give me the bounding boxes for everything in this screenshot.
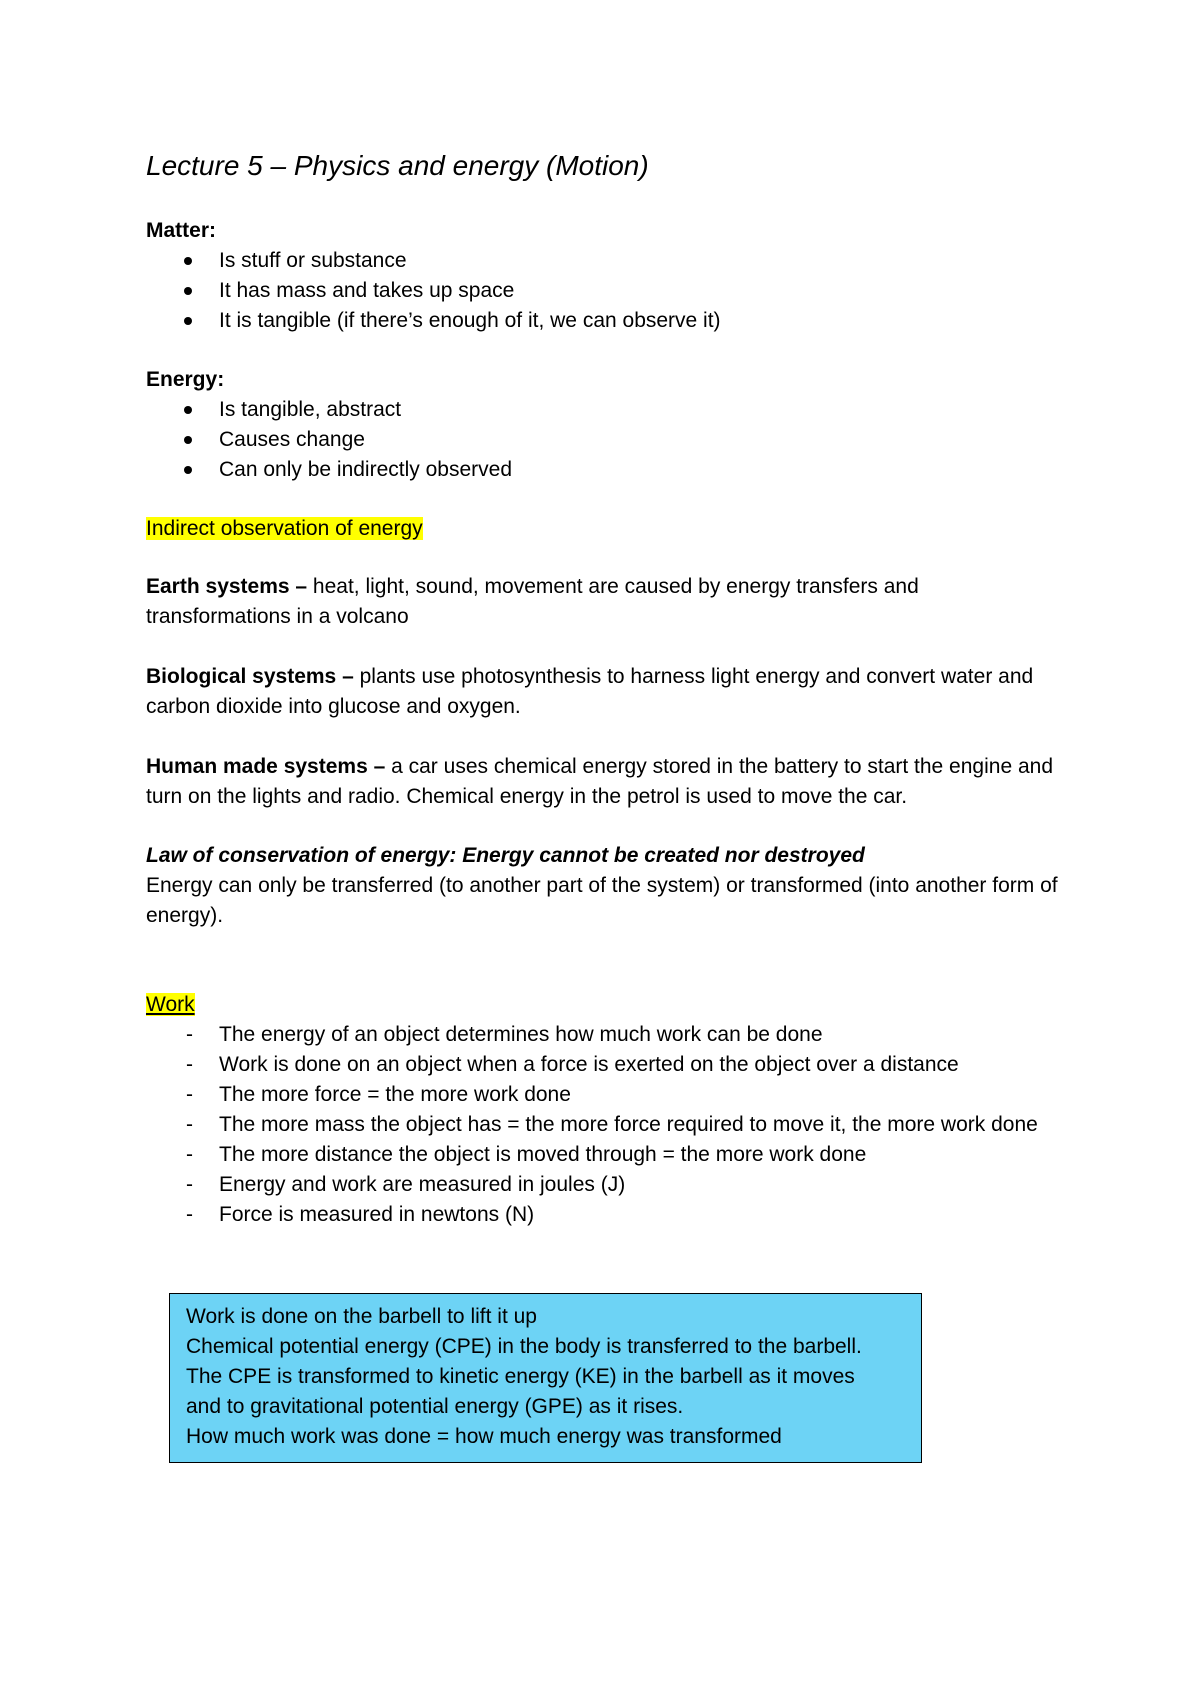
work-list <box>146 1020 1066 1230</box>
list-item: - The more distance the object is moved through = the more work done <box>146 1140 1066 1170</box>
indirect-heading: Indirect observation of energy <box>146 517 423 540</box>
callout-line: How much work was done = how much energy was transformed <box>186 1425 782 1448</box>
human-systems-label: Human made systems – <box>146 755 386 778</box>
list-item: Causes change <box>146 425 1066 455</box>
list-item: Can only be indirectly observed <box>146 455 1066 485</box>
energy-list <box>146 395 1066 485</box>
earth-systems-label: Earth systems – <box>146 575 308 598</box>
callout-line: The CPE is transformed to kinetic energy (KE) in the barbell as it moves <box>186 1365 855 1388</box>
human-systems-paragraph <box>146 752 1066 812</box>
law-heading: Law of conservation of energy: Energy cannot be created nor destroyed <box>146 844 865 867</box>
list-item: - The more mass the object has = the more force required to move it, the more work done <box>146 1110 1066 1140</box>
list-item: Is stuff or substance <box>146 246 1066 276</box>
page-title: Lecture 5 – Physics and energy (Motion) <box>146 150 649 181</box>
energy-section <box>146 365 1066 485</box>
biological-systems-text: plants use photosynthesis to harness light energy and convert water and carbon dioxide into glucose and oxygen. <box>146 665 1034 718</box>
list-item: It is tangible (if there’s enough of it, we can observe it) <box>146 306 1066 336</box>
energy-heading: Energy: <box>146 368 225 391</box>
list-item: - Work is done on an object when a force is exerted on the object over a distance <box>146 1050 1066 1080</box>
indirect-section <box>146 514 1066 544</box>
earth-systems-text: heat, light, sound, movement are caused by energy transfers and transformations in a volcano <box>146 575 919 628</box>
biological-systems-label: Biological systems – <box>146 665 354 688</box>
matter-heading: Matter: <box>146 219 217 242</box>
callout-line: Work is done on the barbell to lift it up <box>186 1305 537 1328</box>
matter-list <box>146 246 1066 336</box>
work-section <box>146 990 1066 1230</box>
list-item: It has mass and takes up space <box>146 276 1066 306</box>
callout-line: and to gravitational potential energy (GPE) as it rises. <box>186 1395 684 1418</box>
biological-systems-paragraph <box>146 662 1066 722</box>
human-systems-text: a car uses chemical energy stored in the battery to start the engine and turn on the lights and radio. Chemical energy in the petrol is used to move the car. <box>146 755 1053 808</box>
list-item: - The energy of an object determines how much work can be done <box>146 1020 1066 1050</box>
work-heading: Work <box>146 993 195 1016</box>
law-text: Energy can only be transferred (to another part of the system) or transformed (into another form of energy). <box>146 874 1058 927</box>
callout-line: Chemical potential energy (CPE) in the body is transferred to the barbell. <box>186 1335 862 1358</box>
earth-systems-paragraph <box>146 572 1066 632</box>
list-item: - Energy and work are measured in joules (J) <box>146 1170 1066 1200</box>
list-item: - The more force = the more work done <box>146 1080 1066 1110</box>
callout-box <box>169 1293 922 1463</box>
matter-section <box>146 216 1066 336</box>
list-item: - Force is measured in newtons (N) <box>146 1200 1066 1230</box>
list-item: Is tangible, abstract <box>146 395 1066 425</box>
law-section <box>146 841 1066 931</box>
